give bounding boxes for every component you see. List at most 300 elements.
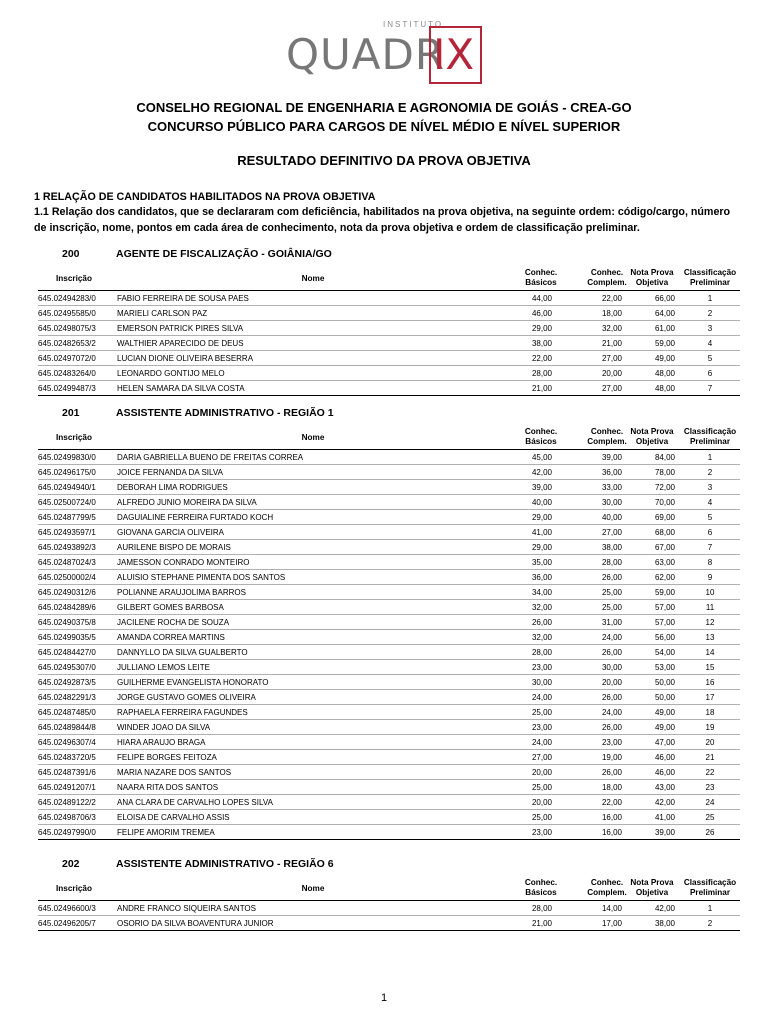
- section-header: [38, 858, 740, 874]
- cell-inscricao: 645.02496205/7: [38, 919, 96, 928]
- cell-classificacao: 1: [707, 453, 713, 462]
- col-class-line1: Classificação: [683, 268, 737, 277]
- logo-small-text: INSTITUTO: [383, 20, 444, 29]
- cell-complem: 16,00: [601, 828, 622, 837]
- cell-inscricao: 645.02484289/6: [38, 603, 96, 612]
- section-title: AGENTE DE FISCALIZAÇÃO - GOIÂNIA/GO: [116, 248, 332, 260]
- cell-nota: 59,00: [654, 339, 675, 348]
- cell-classificacao: 13: [705, 633, 715, 642]
- cell-complem: 22,00: [601, 294, 622, 303]
- section-title: ASSISTENTE ADMINISTRATIVO - REGIÃO 1: [116, 407, 334, 419]
- cell-complem: 18,00: [601, 783, 622, 792]
- cell-basicos: 42,00: [531, 468, 552, 477]
- cell-basicos: 25,00: [531, 783, 552, 792]
- cell-nome: GILBERT GOMES BARBOSA: [117, 603, 224, 612]
- cell-nome: DANNYLLO DA SILVA GUALBERTO: [117, 648, 248, 657]
- cell-nota: 68,00: [654, 528, 675, 537]
- cell-basicos: 23,00: [531, 663, 552, 672]
- table-row: [38, 366, 740, 381]
- cell-classificacao: 5: [707, 354, 713, 363]
- cell-nota: 57,00: [654, 603, 675, 612]
- col-nome: Nome: [301, 884, 325, 893]
- table-row: [38, 585, 740, 600]
- cell-complem: 26,00: [601, 768, 622, 777]
- cell-complem: 36,00: [601, 468, 622, 477]
- cell-complem: 26,00: [601, 693, 622, 702]
- cell-complem: 25,00: [601, 588, 622, 597]
- table-row: [38, 750, 740, 765]
- cell-classificacao: 6: [707, 528, 713, 537]
- logo-accent-text: IX: [433, 30, 475, 79]
- cell-inscricao: 645.02500724/0: [38, 498, 96, 507]
- cell-basicos: 27,00: [531, 753, 552, 762]
- cell-complem: 17,00: [601, 919, 622, 928]
- col-basicos-line1: Conhec.: [524, 878, 558, 887]
- cell-nome: JORGE GUSTAVO GOMES OLIVEIRA: [117, 693, 256, 702]
- cell-nome: WALTHIER APARECIDO DE DEUS: [117, 339, 244, 348]
- section-code: 202: [62, 858, 80, 870]
- cell-nota: 66,00: [654, 294, 675, 303]
- cell-nome: FELIPE BORGES FEITOZA: [117, 753, 217, 762]
- col-conhec-basicos: [506, 268, 576, 288]
- intro-paragraph: 1.1 Relação dos candidatos, que se declararam com deficiência, habilitados na prova objetiva, na seguinte ordem: código/cargo, número de inscrição, nome, pontos em cada área de conhecimento, nota da prova objetiva e ordem de classificação preliminar.: [34, 206, 731, 234]
- cell-nota: 50,00: [654, 678, 675, 687]
- cell-nome: AURILENE BISPO DE MORAIS: [117, 543, 231, 552]
- col-basicos-line1: Conhec.: [524, 268, 558, 277]
- cell-nota: 78,00: [654, 468, 675, 477]
- cell-nota: 49,00: [654, 354, 675, 363]
- cell-complem: 30,00: [601, 663, 622, 672]
- col-compl-line1: Conhec.: [590, 427, 624, 436]
- cell-inscricao: 645.02497072/0: [38, 354, 96, 363]
- intro-heading: 1 RELAÇÃO DE CANDIDATOS HABILITADOS NA PROVA OBJETIVA: [34, 191, 376, 203]
- table-row: [38, 690, 740, 705]
- cell-nota: 49,00: [654, 723, 675, 732]
- cell-inscricao: 645.02500002/4: [38, 573, 96, 582]
- col-nota-line1: Nota Prova: [630, 427, 674, 436]
- cell-inscricao: 645.02490312/6: [38, 588, 96, 597]
- cell-nota: 47,00: [654, 738, 675, 747]
- cell-basicos: 41,00: [531, 528, 552, 537]
- cell-complem: 24,00: [601, 708, 622, 717]
- cell-nome: EMERSON PATRICK PIRES SILVA: [117, 324, 244, 333]
- table-row: [38, 465, 740, 480]
- col-class-line2: Preliminar: [689, 437, 731, 446]
- cell-nota: 61,00: [654, 324, 675, 333]
- cell-nome: ALUISIO STEPHANE PIMENTA DOS SANTOS: [117, 573, 286, 582]
- col-nome: Nome: [301, 274, 325, 283]
- cell-nota: 57,00: [654, 618, 675, 627]
- cell-complem: 27,00: [601, 528, 622, 537]
- col-classificacao: [678, 427, 742, 447]
- cell-inscricao: 645.02498075/3: [38, 324, 96, 333]
- cell-basicos: 35,00: [531, 558, 552, 567]
- col-nota-prova: [622, 878, 682, 898]
- cell-nota: 70,00: [654, 498, 675, 507]
- cell-nome: RAPHAELA FERREIRA FAGUNDES: [117, 708, 248, 717]
- cell-inscricao: 645.02487024/3: [38, 558, 96, 567]
- table-row: [38, 525, 740, 540]
- cell-inscricao: 645.02499487/3: [38, 384, 96, 393]
- cell-classificacao: 12: [705, 618, 715, 627]
- cell-nota: 53,00: [654, 663, 675, 672]
- cell-nome: GIOVANA GARCIA OLIVEIRA: [117, 528, 224, 537]
- cell-nota: 84,00: [654, 453, 675, 462]
- cell-nome: ANA CLARA DE CARVALHO LOPES SILVA: [117, 798, 273, 807]
- col-conhec-basicos: [506, 878, 576, 898]
- cell-classificacao: 23: [705, 783, 715, 792]
- cell-complem: 39,00: [601, 453, 622, 462]
- cell-nome: ALFREDO JUNIO MOREIRA DA SILVA: [117, 498, 257, 507]
- col-compl-line1: Conhec.: [590, 878, 624, 887]
- cell-complem: 27,00: [601, 354, 622, 363]
- cell-basicos: 26,00: [531, 618, 552, 627]
- cell-nome: MARIA NAZARE DOS SANTOS: [117, 768, 232, 777]
- col-inscricao: Inscrição: [56, 274, 92, 283]
- document-title: RESULTADO DEFINITIVO DA PROVA OBJETIVA: [237, 153, 531, 168]
- cell-nota: 46,00: [654, 753, 675, 762]
- cell-classificacao: 11: [705, 603, 715, 612]
- cell-nota: 43,00: [654, 783, 675, 792]
- cell-inscricao: 645.02489844/8: [38, 723, 96, 732]
- cell-complem: 40,00: [601, 513, 622, 522]
- cell-classificacao: 4: [707, 339, 713, 348]
- table-row: [38, 555, 740, 570]
- cell-classificacao: 25: [705, 813, 715, 822]
- cell-basicos: 25,00: [531, 813, 552, 822]
- cell-complem: 28,00: [601, 558, 622, 567]
- cell-classificacao: 10: [705, 588, 715, 597]
- col-classificacao: [678, 268, 742, 288]
- cell-inscricao: 645.02493597/1: [38, 528, 96, 537]
- section-title: ASSISTENTE ADMINISTRATIVO - REGIÃO 6: [116, 858, 334, 870]
- table-row: [38, 705, 740, 720]
- cell-inscricao: 645.02493892/3: [38, 543, 96, 552]
- cell-classificacao: 15: [705, 663, 715, 672]
- col-basicos-line2: Básicos: [525, 278, 557, 287]
- cell-nota: 48,00: [654, 384, 675, 393]
- cell-basicos: 38,00: [531, 339, 552, 348]
- cell-nota: 62,00: [654, 573, 675, 582]
- table-row: [38, 495, 740, 510]
- col-class-line2: Preliminar: [689, 278, 731, 287]
- col-class-line1: Classificação: [683, 878, 737, 887]
- cell-basicos: 46,00: [531, 309, 552, 318]
- cell-nome: FABIO FERREIRA DE SOUSA PAES: [117, 294, 249, 303]
- cell-nome: JOICE FERNANDA DA SILVA: [117, 468, 223, 477]
- cell-inscricao: 645.02482653/2: [38, 339, 96, 348]
- cell-basicos: 44,00: [531, 294, 552, 303]
- section-code: 201: [62, 407, 80, 419]
- cell-nome: FELIPE AMORIM TREMEA: [117, 828, 215, 837]
- table-row: [38, 795, 740, 810]
- cell-inscricao: 645.02484427/0: [38, 648, 96, 657]
- cell-nome: DAGUIALINE FERREIRA FURTADO KOCH: [117, 513, 274, 522]
- col-nota-line1: Nota Prova: [630, 878, 674, 887]
- cell-nota: 59,00: [654, 588, 675, 597]
- cell-complem: 26,00: [601, 648, 622, 657]
- cell-classificacao: 7: [707, 384, 713, 393]
- cell-complem: 18,00: [601, 309, 622, 318]
- cell-basicos: 22,00: [531, 354, 552, 363]
- cell-complem: 24,00: [601, 633, 622, 642]
- cell-nota: 50,00: [654, 693, 675, 702]
- cell-complem: 19,00: [601, 753, 622, 762]
- cell-inscricao: 645.02494283/0: [38, 294, 96, 303]
- cell-complem: 30,00: [601, 498, 622, 507]
- cell-complem: 33,00: [601, 483, 622, 492]
- cell-classificacao: 2: [707, 309, 713, 318]
- cell-nome: JULLIANO LEMOS LEITE: [117, 663, 210, 672]
- cell-nome: POLIANNE ARAUJOLIMA BARROS: [117, 588, 246, 597]
- cell-nome: MARIELI CARLSON PAZ: [117, 309, 208, 318]
- cell-nota: 64,00: [654, 309, 675, 318]
- section-header: [38, 407, 740, 423]
- cell-classificacao: 1: [707, 294, 713, 303]
- cell-nota: 38,00: [654, 919, 675, 928]
- cell-classificacao: 24: [705, 798, 715, 807]
- cell-complem: 31,00: [601, 618, 622, 627]
- candidate-rows: [38, 901, 740, 931]
- cell-inscricao: 645.02487485/0: [38, 708, 96, 717]
- col-basicos-line1: Conhec.: [524, 427, 558, 436]
- table-row: [38, 810, 740, 825]
- table-row: [38, 321, 740, 336]
- cell-classificacao: 7: [707, 543, 713, 552]
- cell-classificacao: 17: [705, 693, 715, 702]
- col-basicos-line2: Básicos: [525, 888, 557, 897]
- cell-classificacao: 8: [707, 558, 713, 567]
- col-compl-line1: Conhec.: [590, 268, 624, 277]
- table-row: [38, 615, 740, 630]
- section-202: [38, 858, 740, 931]
- col-nome: Nome: [301, 433, 325, 442]
- cell-nome: HIARA ARAUJO BRAGA: [117, 738, 206, 747]
- cell-basicos: 39,00: [531, 483, 552, 492]
- cell-nota: 69,00: [654, 513, 675, 522]
- cell-basicos: 21,00: [531, 384, 552, 393]
- cell-classificacao: 14: [705, 648, 715, 657]
- cell-basicos: 36,00: [531, 573, 552, 582]
- cell-complem: 20,00: [601, 369, 622, 378]
- cell-nota: 54,00: [654, 648, 675, 657]
- cell-classificacao: 9: [707, 573, 713, 582]
- table-row: [38, 336, 740, 351]
- cell-basicos: 25,00: [531, 708, 552, 717]
- cell-inscricao: 645.02499035/5: [38, 633, 96, 642]
- cell-complem: 22,00: [601, 798, 622, 807]
- cell-basicos: 34,00: [531, 588, 552, 597]
- cell-classificacao: 2: [707, 919, 713, 928]
- col-compl-line2: Complem.: [587, 888, 627, 897]
- header-title-1: CONSELHO REGIONAL DE ENGENHARIA E AGRONOMIA DE GOIÁS - CREA-GO: [136, 100, 632, 115]
- cell-inscricao: 645.02489122/2: [38, 798, 96, 807]
- cell-inscricao: 645.02497990/0: [38, 828, 96, 837]
- cell-nota: 63,00: [654, 558, 675, 567]
- cell-inscricao: 645.02482291/3: [38, 693, 96, 702]
- table-row: [38, 720, 740, 735]
- table-row: [38, 450, 740, 465]
- col-inscricao: Inscrição: [56, 433, 92, 442]
- cell-classificacao: 5: [707, 513, 713, 522]
- cell-inscricao: 645.02483264/0: [38, 369, 96, 378]
- logo-main-text: QUADR: [286, 30, 446, 79]
- col-class-line2: Preliminar: [689, 888, 731, 897]
- table-row: [38, 916, 740, 931]
- cell-classificacao: 21: [705, 753, 715, 762]
- cell-nome: GUILHERME EVANGELISTA HONORATO: [117, 678, 269, 687]
- cell-classificacao: 3: [707, 483, 713, 492]
- cell-nome: DEBORAH LIMA RODRIGUES: [117, 483, 228, 492]
- cell-inscricao: 645.02496175/0: [38, 468, 96, 477]
- cell-basicos: 32,00: [531, 633, 552, 642]
- cell-classificacao: 1: [707, 904, 713, 913]
- table-row: [38, 901, 740, 916]
- table-row: [38, 510, 740, 525]
- table-row: [38, 540, 740, 555]
- cell-basicos: 29,00: [531, 513, 552, 522]
- cell-inscricao: 645.02487799/5: [38, 513, 96, 522]
- col-inscricao: Inscrição: [56, 884, 92, 893]
- table-row: [38, 735, 740, 750]
- section-header: [38, 248, 740, 264]
- table-row: [38, 381, 740, 396]
- col-conhec-basicos: [506, 427, 576, 447]
- cell-basicos: 28,00: [531, 369, 552, 378]
- col-nota-prova: [622, 268, 682, 288]
- cell-nota: 56,00: [654, 633, 675, 642]
- cell-complem: 14,00: [601, 904, 622, 913]
- cell-nome: JACILENE ROCHA DE SOUZA: [117, 618, 230, 627]
- cell-basicos: 45,00: [531, 453, 552, 462]
- cell-nome: LUCIAN DIONE OLIVEIRA BESERRA: [117, 354, 254, 363]
- table-row: [38, 660, 740, 675]
- cell-classificacao: 19: [705, 723, 715, 732]
- col-nota-line2: Objetiva: [635, 278, 669, 287]
- cell-inscricao: 645.02490375/8: [38, 618, 96, 627]
- cell-inscricao: 645.02483720/5: [38, 753, 96, 762]
- header-title-2: CONCURSO PÚBLICO PARA CARGOS DE NÍVEL MÉDIO E NÍVEL SUPERIOR: [147, 119, 621, 134]
- quadrix-logo: [286, 18, 498, 78]
- cell-inscricao: 645.02496307/4: [38, 738, 96, 747]
- table-row: [38, 570, 740, 585]
- cell-nota: 72,00: [654, 483, 675, 492]
- page-number: 1: [380, 992, 388, 1004]
- cell-nome: OSORIO DA SILVA BOAVENTURA JUNIOR: [117, 919, 274, 928]
- col-nota-line2: Objetiva: [635, 888, 669, 897]
- cell-classificacao: 18: [705, 708, 715, 717]
- cell-nota: 48,00: [654, 369, 675, 378]
- table-row: [38, 765, 740, 780]
- cell-classificacao: 20: [705, 738, 715, 747]
- cell-classificacao: 26: [705, 828, 715, 837]
- cell-classificacao: 22: [705, 768, 715, 777]
- cell-basicos: 24,00: [531, 693, 552, 702]
- table-row: [38, 600, 740, 615]
- cell-nome: ANDRE FRANCO SIQUEIRA SANTOS: [117, 904, 256, 913]
- candidate-rows: [38, 450, 740, 840]
- cell-nota: 67,00: [654, 543, 675, 552]
- cell-basicos: 21,00: [531, 919, 552, 928]
- cell-inscricao: 645.02491207/1: [38, 783, 96, 792]
- table-row: [38, 351, 740, 366]
- cell-basicos: 24,00: [531, 738, 552, 747]
- cell-nome: JAMESSON CONRADO MONTEIRO: [117, 558, 250, 567]
- table-row: [38, 480, 740, 495]
- table-row: [38, 825, 740, 840]
- column-header-row: [38, 264, 740, 291]
- cell-complem: 32,00: [601, 324, 622, 333]
- cell-nome: AMANDA CORREA MARTINS: [117, 633, 225, 642]
- cell-classificacao: 3: [707, 324, 713, 333]
- cell-inscricao: 645.02495585/0: [38, 309, 96, 318]
- col-nota-line1: Nota Prova: [630, 268, 674, 277]
- cell-nome: NAARA RITA DOS SANTOS: [117, 783, 219, 792]
- cell-complem: 20,00: [601, 678, 622, 687]
- section-code: 200: [62, 248, 80, 260]
- cell-complem: 38,00: [601, 543, 622, 552]
- section-201: [38, 407, 740, 840]
- col-nota-prova: [622, 427, 682, 447]
- cell-nota: 46,00: [654, 768, 675, 777]
- cell-basicos: 30,00: [531, 678, 552, 687]
- cell-nome: HELEN SAMARA DA SILVA COSTA: [117, 384, 245, 393]
- cell-complem: 25,00: [601, 603, 622, 612]
- cell-inscricao: 645.02495307/0: [38, 663, 96, 672]
- cell-nome: LEONARDO GONTIJO MELO: [117, 369, 225, 378]
- cell-inscricao: 645.02487391/6: [38, 768, 96, 777]
- cell-basicos: 29,00: [531, 543, 552, 552]
- cell-nota: 39,00: [654, 828, 675, 837]
- cell-basicos: 29,00: [531, 324, 552, 333]
- cell-basicos: 20,00: [531, 768, 552, 777]
- cell-complem: 16,00: [601, 813, 622, 822]
- candidate-rows: [38, 291, 740, 396]
- col-class-line1: Classificação: [683, 427, 737, 436]
- cell-inscricao: 645.02498706/3: [38, 813, 96, 822]
- cell-nome: WINDER JOAO DA SILVA: [117, 723, 211, 732]
- table-row: [38, 306, 740, 321]
- cell-inscricao: 645.02494940/1: [38, 483, 96, 492]
- cell-nota: 42,00: [654, 904, 675, 913]
- cell-basicos: 28,00: [531, 904, 552, 913]
- cell-complem: 27,00: [601, 384, 622, 393]
- cell-basicos: 23,00: [531, 723, 552, 732]
- cell-nota: 49,00: [654, 708, 675, 717]
- table-row: [38, 645, 740, 660]
- cell-nome: DARIA GABRIELLA BUENO DE FREITAS CORREA: [117, 453, 304, 462]
- cell-nome: ELOISA DE CARVALHO ASSIS: [117, 813, 230, 822]
- cell-inscricao: 645.02496600/3: [38, 904, 96, 913]
- cell-basicos: 32,00: [531, 603, 552, 612]
- cell-inscricao: 645.02492873/5: [38, 678, 96, 687]
- cell-nota: 42,00: [654, 798, 675, 807]
- col-compl-line2: Complem.: [587, 437, 627, 446]
- col-basicos-line2: Básicos: [525, 437, 557, 446]
- cell-classificacao: 4: [707, 498, 713, 507]
- cell-complem: 26,00: [601, 723, 622, 732]
- cell-inscricao: 645.02499830/0: [38, 453, 96, 462]
- column-header-row: [38, 874, 740, 901]
- cell-classificacao: 2: [707, 468, 713, 477]
- cell-complem: 23,00: [601, 738, 622, 747]
- table-row: [38, 675, 740, 690]
- cell-basicos: 23,00: [531, 828, 552, 837]
- column-header-row: [38, 423, 740, 450]
- cell-basicos: 40,00: [531, 498, 552, 507]
- table-row: [38, 291, 740, 306]
- cell-complem: 21,00: [601, 339, 622, 348]
